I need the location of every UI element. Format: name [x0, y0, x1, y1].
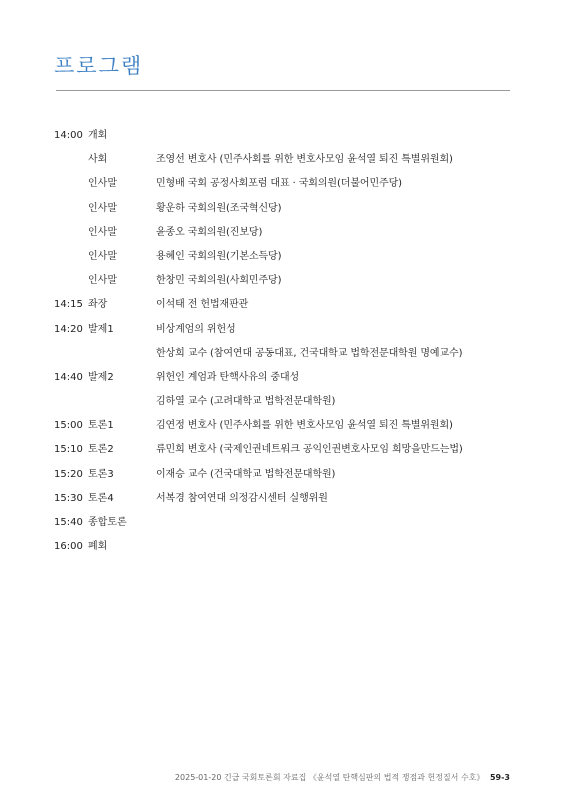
program-row [54, 392, 524, 416]
program-row [54, 513, 524, 537]
program-detail: 한상희 교수 (참여연대 공동대표, 건국대학교 법학전문대학원 명예교수) [156, 347, 463, 359]
program-detail: 용혜인 국회의원(기본소득당) [156, 250, 282, 262]
program-detail: 조영선 변호사 (민주사회를 위한 변호사모임 윤석열 퇴진 특별위원회) [156, 154, 453, 166]
program-label: 인사말 [88, 178, 117, 190]
program-time: 14:20 [54, 323, 83, 335]
program-row [54, 223, 524, 247]
program-label: 개회 [88, 130, 108, 141]
program-row [54, 368, 524, 392]
program-label: 사회 [88, 154, 108, 166]
program-detail: 위헌인 계엄과 탄핵사유의 중대성 [156, 371, 300, 383]
program-detail: 한창민 국회의원(사회민주당) [156, 275, 282, 287]
program-detail: 서복경 참여연대 의정감시센터 실행위원 [156, 492, 328, 504]
program-row [54, 344, 524, 368]
program-label: 인사말 [88, 226, 117, 238]
footer-publication-text: 2025-01-20 긴급 국회토론회 자료집 《윤석열 탄핵심판의 법적 쟁점과 헌정질서 수호》 [174, 773, 485, 782]
program-time: 16:00 [54, 541, 83, 553]
program-detail: 비상계엄의 위헌성 [156, 323, 236, 335]
program-row [54, 537, 524, 561]
program-time: 15:20 [54, 468, 83, 480]
program-row [54, 489, 524, 513]
program-label: 종합토론 [88, 517, 127, 528]
program-detail: 이석태 전 헌법재판관 [156, 299, 249, 311]
program-detail: 김연정 변호사 (민주사회를 위한 변호사모임 윤석열 퇴진 특별위원회) [156, 420, 453, 432]
program-label: 인사말 [88, 250, 117, 262]
program-label: 토론1 [88, 420, 114, 432]
program-label: 토론4 [88, 492, 114, 504]
program-detail: 이재승 교수 (건국대학교 법학전문대학원) [156, 468, 336, 480]
program-time: 14:15 [54, 299, 83, 311]
program-row [54, 247, 524, 271]
program-label: 토론2 [88, 444, 114, 456]
page-title: 프로그램 [54, 54, 144, 78]
program-schedule [54, 126, 524, 561]
title-divider [56, 90, 510, 91]
program-row [54, 271, 524, 295]
program-detail: 윤종오 국회의원(진보당) [156, 226, 263, 238]
page-number: 59-3 [489, 773, 510, 782]
program-row [54, 150, 524, 174]
program-label: 발제2 [88, 371, 114, 383]
program-label: 인사말 [88, 275, 117, 287]
program-time: 15:00 [54, 420, 83, 432]
program-row [54, 295, 524, 319]
program-detail: 김하열 교수 (고려대학교 법학전문대학원) [156, 396, 336, 408]
program-row [54, 320, 524, 344]
program-label: 인사말 [88, 202, 117, 214]
program-detail: 황운하 국회의원(조국혁신당) [156, 202, 282, 214]
program-detail: 민형배 국회 공정사회포럼 대표 · 국회의원(더불어민주당) [156, 178, 402, 190]
program-row [54, 465, 524, 489]
program-detail: 류민희 변호사 (국제인권네트워크 공익인권변호사모임 희망을만드는법) [156, 444, 463, 456]
page-footer [175, 772, 510, 783]
program-label: 폐회 [88, 541, 108, 553]
program-row [54, 199, 524, 223]
program-time: 14:40 [54, 371, 83, 383]
program-row [54, 174, 524, 198]
program-label: 토론3 [88, 468, 114, 480]
program-row [54, 440, 524, 464]
program-time: 14:00 [54, 130, 83, 141]
program-time: 15:10 [54, 444, 83, 456]
program-time: 15:40 [54, 517, 83, 528]
program-row [54, 126, 524, 150]
program-label: 좌장 [88, 299, 108, 311]
program-time: 15:30 [54, 492, 83, 504]
program-label: 발제1 [88, 323, 114, 335]
program-row [54, 416, 524, 440]
